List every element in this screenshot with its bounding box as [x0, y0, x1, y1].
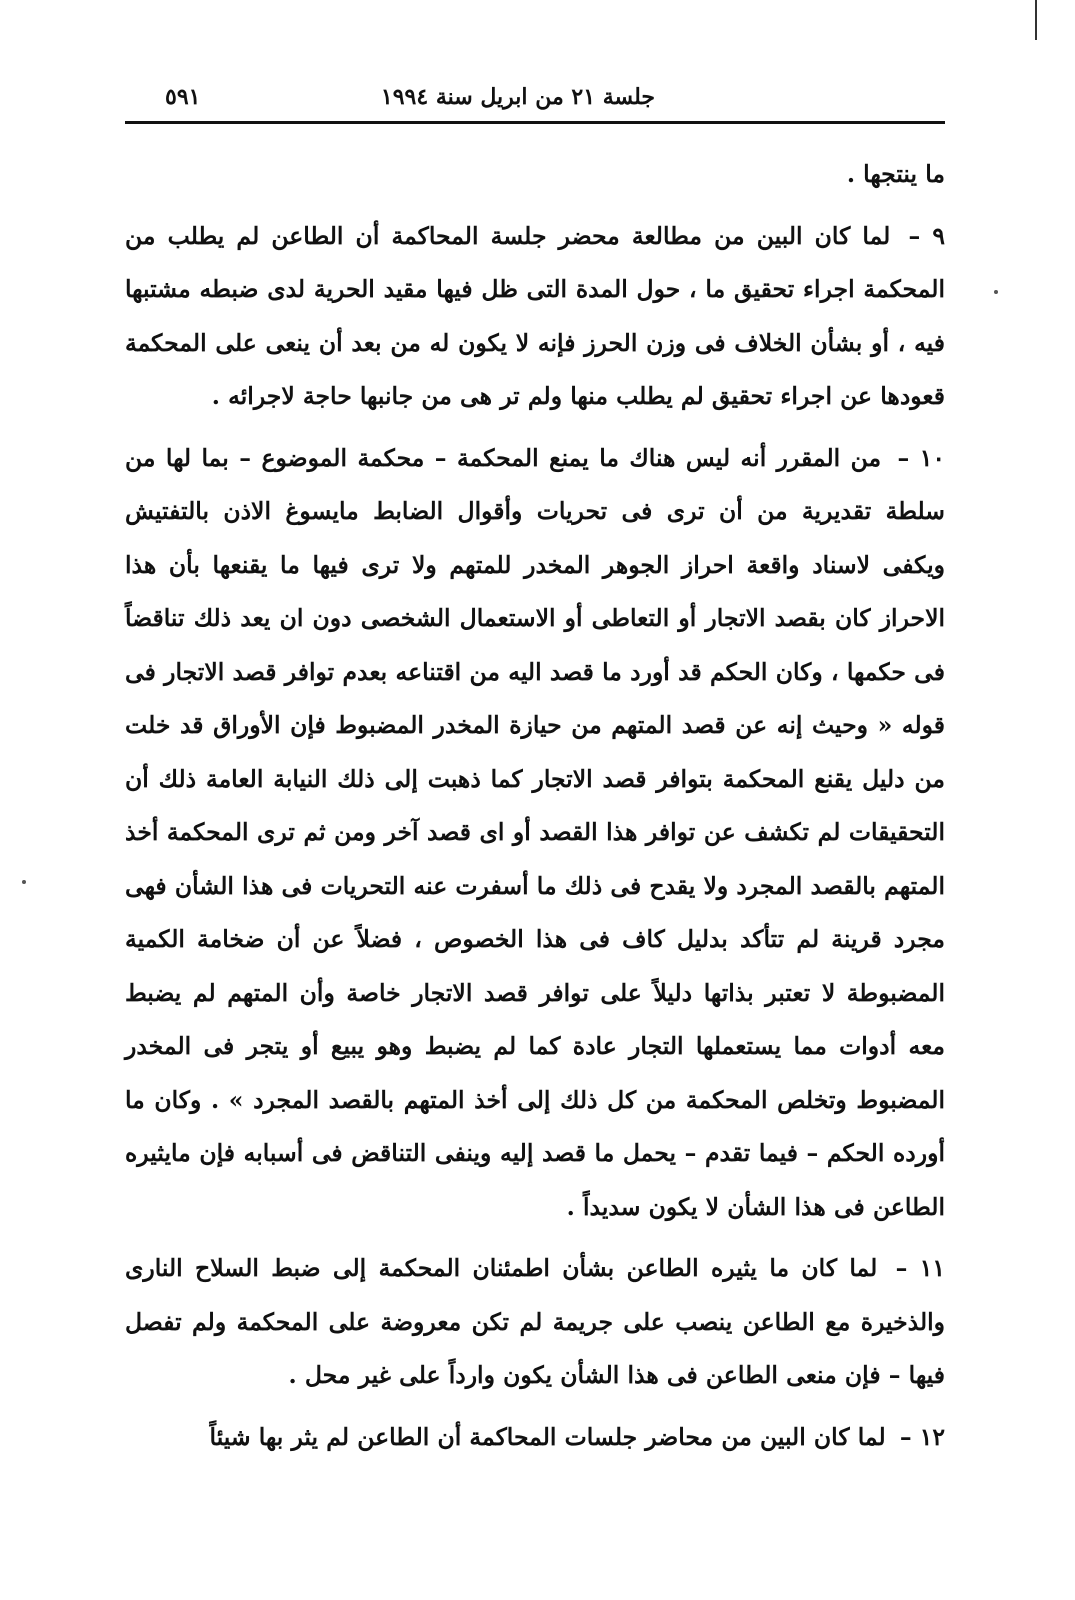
page-number: ٥٩١	[165, 84, 201, 110]
paragraph-number: ٩ –	[908, 221, 946, 250]
paragraph-11	[125, 1242, 945, 1403]
paragraph-12	[125, 1411, 945, 1465]
paragraph-number: ١٠ –	[897, 443, 945, 472]
scan-speck	[994, 290, 998, 294]
paragraph-number: ١١ –	[895, 1254, 945, 1282]
page-header	[125, 78, 945, 118]
paragraph-text: لما كان البين من مطالعة محضر جلسة المحاكمة أن الطاعن لم يطلب من المحكمة اجراء تحقيق ما ، حول المدة التى ظل فيها مقيد الحرية لدى ضبطه مشتبها فيه ، أو بشأن الخلاف فى وزن الحرز فإنه لا يكون له من بعد أن ينعى على المحكمة قعودها عن اجراء تحقيق لم يطلب منها ولم تر هى من جانبها حاجة لاجرائه .	[125, 221, 945, 410]
paragraph-number: ١٢ –	[899, 1422, 945, 1451]
paragraph-text: ما ينتجها .	[846, 160, 945, 188]
header-rule	[125, 121, 945, 124]
paragraph-continuation	[125, 148, 945, 202]
paragraph-9	[125, 210, 945, 424]
paragraph-text: لما كان ما يثيره الطاعن بشأن اطمئنان المحكمة إلى ضبط السلاح النارى والذخيرة مع الطاعن ينصب على جريمة لم تكن معروضة على المحكمة ولم تفصل فيها – فإن منعى الطاعن فى هذا الشأن يكون وارداً على غير محل .	[125, 1254, 945, 1389]
scan-speck	[22, 880, 26, 884]
scan-edge-mark	[1035, 0, 1037, 40]
paragraph-text: من المقرر أنه ليس هناك ما يمنع المحكمة – محكمة الموضوع – بما لها من سلطة تقديرية من أن ترى فى تحريات وأقوال الضابط مايسوغ الاذن بالتفتيش ويكفى لاسناد واقعة احراز الجوهر المخدر للمتهم ولا ترى فيها ما يقنعها بأن هذا الاحراز كان بقصد الاتجار أو التعاطى أو الاستعمال الشخصى دون ان يعد ذلك تناقضاً فى حكمها ، وكان الحكم قد أورد ما قصد اليه من اقتناعه بعدم توافر قصد الاتجار فى قوله « وحيث إنه عن قصد المتهم من حيازة المخدر المضبوط فإن الأوراق قد خلت من دليل يقنع المحكمة بتوافر قصد الاتجار كما ذهبت إلى ذلك النيابة العامة ذلك أن التحقيقات لم تكشف عن توافر هذا القصد أو اى قصد آخر ومن ثم ترى المحكمة أخذ المتهم بالقصد المجرد ولا يقدح فى ذلك ما أسفرت عنه التحريات فى هذا الشأن فهى مجرد قرينة لم تتأكد بدليل كاف فى هذا الخصوص ، فضلاً عن أن ضخامة الكمية المضبوطة لا تعتبر بذاتها دليلاً على توافر قصد الاتجار خاصة وأن المتهم لم يضبط معه أدوات مما يستعملها التجار عادة كما لم يضبط وهو يبيع أو يتجر فى المخدر المضبوط وتخلص المحكمة من كل ذلك إلى أخذ المتهم بالقصد المجرد » . وكان ما أورده الحكم – فيما تقدم – يحمل ما قصد إليه وينفى التناقض فى أسبابه فإن مايثيره الطاعن فى هذا الشأن لا يكون سديداً .	[125, 443, 945, 1221]
paragraph-10	[125, 432, 945, 1235]
body-text	[125, 148, 945, 1464]
paragraph-text: لما كان البين من محاضر جلسات المحاكمة أن الطاعن لم يثر بها شيئاً	[209, 1422, 886, 1451]
header-title: جلسة ٢١ من ابريل سنة ١٩٩٤	[380, 84, 655, 110]
